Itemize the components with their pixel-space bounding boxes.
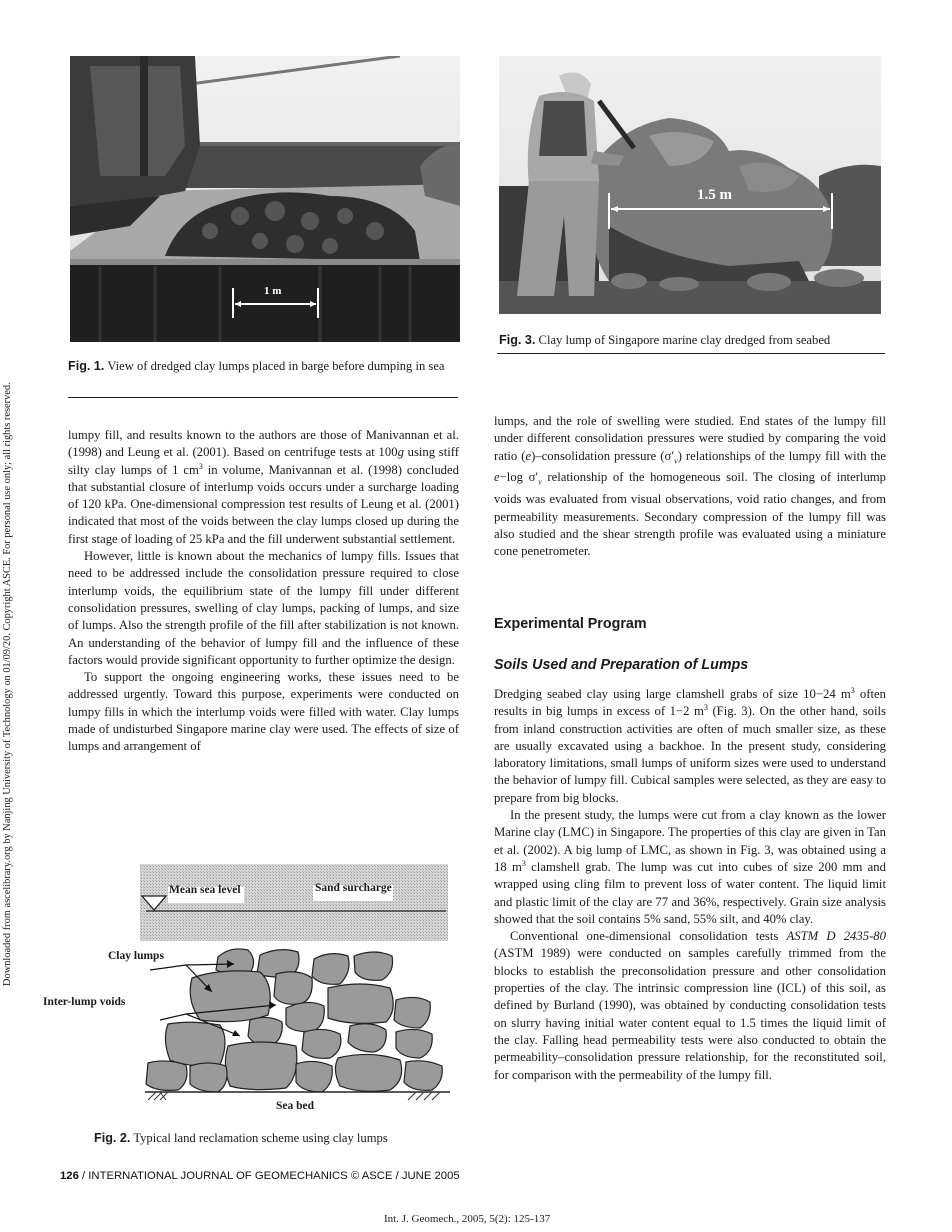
right-paragraph-3: In the present study, the lumps were cut from a clay known as the lower Marine clay (LMC) in Singapore. The properties of this clay are given in Tan et al. (2002). A big lump of LMC, as shown in Fig. 3, was obtained using a 18 $m^3$ clamshell grab. The lump was cut into cubes of size 200 mm and wrapped using cling film to prevent loss of water content. The liquid limit and plastic limit of the clay are 77 and 36%, respectively. Grain size analysis showed that the soil contains 5% sand, 55% silt, and 40% clay. — [494, 808, 886, 926]
fig3-label: Fig. 3. — [499, 333, 536, 347]
clay-lump-photo-illustration — [499, 56, 881, 314]
fig2-label-sand-surcharge: Sand surcharge — [315, 882, 392, 894]
section-title: Experimental Program — [494, 616, 647, 632]
fig3-photo — [499, 56, 881, 314]
download-notice: Downloaded from ascelibrary.org by Nanjing University of Technology on 01/09/20. Copyright ASCE. For personal use only; all rights reserved. — [2, 382, 13, 986]
left-paragraph-2: However, little is known about the mechanics of lumpy fills. Issues that need to be addressed include the consolidation pressure required to close interlump voids, the equilibrium state of the lumpy fill under different consolidation pressures, swelling of clay lumps, packing of lumps, and size of lumps. Also the strength profile of the fill after stabilization is not known. An understanding of the behavior of lumpy fill and the influence of these factors would provide significant opportunity to further optimize the design. — [68, 549, 459, 667]
fig2-label-sea-bed: Sea bed — [276, 1100, 315, 1112]
right-paragraph-4: Conventional one-dimensional consolidation tests ASTM D 2435-80 (ASTM 1989) were conducted on samples carefully trimmed from the blocks to establish the preconsolidation pressure and other consolidation properties of the clay. The intrinsic compression line (ICL) of this soil, as defined by Burland (1990), was obtained by conducting consolidation tests on slurry having initial water content equal to 1.5 times the liquid limit of the clay. Falling head permeability tests were also conducted to obtain the permeability–consolidation pressure relationship, for the reconstituted soil, for comparison with the permeability of the lumpy fill. — [494, 929, 886, 1082]
fig2-diagram — [43, 860, 460, 1120]
left-column-text — [68, 427, 459, 756]
left-paragraph-1: lumpy fill, and results known to the authors are those of Manivannan et al. (1998) and Leung et al. (2001). Based on centrifuge tests at 100g using stiff silty clay lumps of 1 $cm^3$ in volume, Manivannan et al. (1998) concluded that substantial closure of interlump voids occurs under a surcharge loading of 120 kPa. One-dimensional compression test results of Leung et al. (2001) indicated that most of the voids between the clay lumps closed up during the first stage of loading of 25 kPa and the fill underwent substantial settlement. — [68, 428, 459, 546]
fig2-caption — [94, 1130, 464, 1147]
right-column-body — [494, 686, 886, 1084]
fig3-caption-text: Clay lump of Singapore marine clay dredged from seabed — [538, 333, 831, 347]
page-number: 126 — [60, 1170, 79, 1182]
fig2-label: Fig. 2. — [94, 1131, 131, 1145]
right-column-intro — [494, 413, 886, 560]
subsection-title: Soils Used and Preparation of Lumps — [494, 657, 749, 673]
fig3-caption — [499, 332, 889, 349]
right-paragraph-2: Dredging seabed clay using large clamshell grabs of size 10−24 $m^3$ often results in big lumps in excess of 1−2 $m^3$ (Fig. 3). On the other hand, soils from inland construction activities are often of much smaller size, as these are usually excavated using a backhoe. In the present study, considering laboratory limitations, small lumps of uniform sizes were used to understand the behavior of lumpy fill. Cubical samples were selected, as they are easy to prepare from big blocks. — [494, 685, 886, 805]
citation: Int. J. Geomech., 2005, 5(2): 125-137 — [384, 1213, 551, 1225]
fig1-divider — [68, 397, 458, 398]
fig2-caption-text: Typical land reclamation scheme using clay lumps — [133, 1131, 388, 1145]
page-footer — [60, 1170, 460, 1182]
fig2-label-clay-lumps: Clay lumps — [108, 950, 164, 962]
fig1-scale-label: 1 m — [264, 285, 282, 297]
fig2-label-mean-sea-level: Mean sea level — [169, 884, 241, 896]
left-paragraph-3: To support the ongoing engineering works, these issues need to be addressed urgently. Toward this purpose, experiments were conducted on lumpy fills in which the interlump voids were filled with water. Clay lumps made of undisturbed Singapore marine clay were used. The effects of size of lumps and arrangement of — [68, 670, 459, 754]
fig3-divider — [497, 353, 885, 354]
fig1-photo — [70, 56, 460, 342]
fig1-caption-text: View of dredged clay lumps placed in barge before dumping in sea — [107, 359, 445, 373]
fig1-label: Fig. 1. — [68, 359, 105, 373]
fig2-label-inter-lump-voids: Inter-lump voids — [43, 996, 126, 1008]
fig3-scale-label: 1.5 m — [697, 187, 732, 203]
fig1-caption — [68, 358, 460, 375]
land-reclamation-diagram — [90, 860, 460, 1120]
barge-photo-illustration — [70, 56, 460, 342]
right-paragraph-1: lumps, and the role of swelling were studied. End states of the lumpy fill under different consolidation pressures were studied by comparing the void ratio (e)–consolidation pressure $(\sigma'_v)$ relationships of the lumpy fill with the e−log $\sigma'_v$ relationship of the homogeneous soil. The closing of interlump voids was evaluated from visual observations, void ratio changes, and from permeability measurements. Secondary compression of the lumpy fill was also studied and the shear strength profile was evaluated using a miniature cone penetrometer. — [494, 414, 887, 559]
journal-name: / INTERNATIONAL JOURNAL OF GEOMECHANICS © ASCE / JUNE 2005 — [78, 1170, 460, 1182]
